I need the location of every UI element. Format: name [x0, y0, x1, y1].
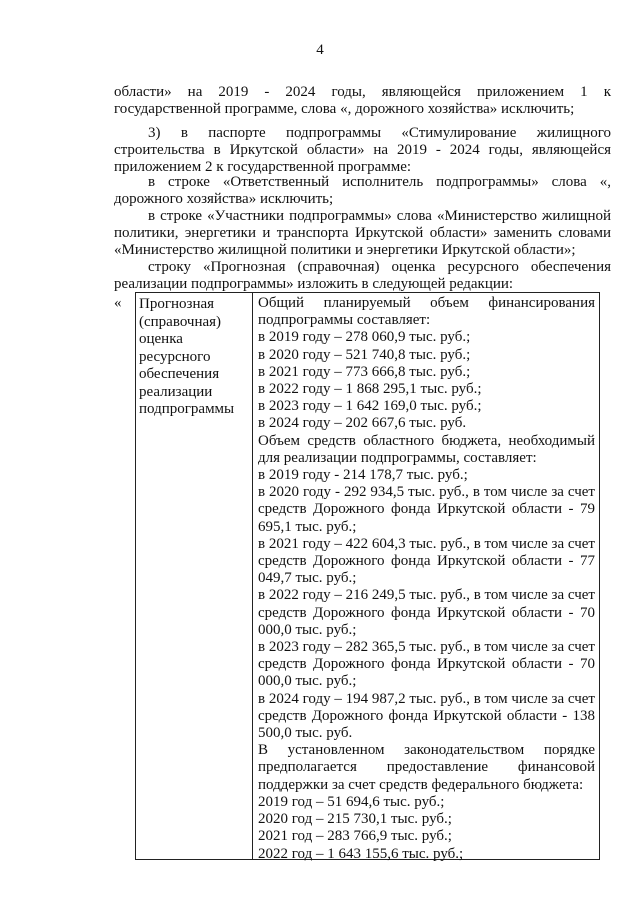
row-label-line: подпрограммы — [139, 401, 235, 417]
funding-line: в 2020 году - 292 934,5 тыс. руб., в том числе за счет средств Дорожного фонда Иркутской области - 79 695,1 тыс. руб.; — [258, 484, 595, 535]
funding-line: в 2019 году - 214 178,7 тыс. руб.; — [258, 467, 468, 484]
row-label-line: (справочная) — [139, 313, 222, 330]
row-label-line: ресурсного — [139, 348, 211, 365]
funding-line: в 2022 году – 216 249,5 тыс. руб., в том числе за счет средств Дорожного фонда Иркутской области - 70 000,0 тыс. руб.; — [258, 587, 595, 638]
opening-quote: « — [114, 295, 122, 311]
page-number: 4 — [316, 42, 324, 58]
funding-line: в 2021 году – 422 604,3 тыс. руб., в том числе за счет средств Дорожного фонда Иркутской области - 77 049,7 тыс. руб.; — [258, 535, 595, 587]
funding-line: в 2024 году – 194 987,2 тыс. руб., в том числе за счет средств Дорожного фонда Иркутской области - 138 500,0 тыс. руб. — [258, 690, 595, 742]
funding-line: 2020 год – 215 730,1 тыс. руб.; — [258, 811, 452, 828]
body-text — [114, 259, 611, 293]
paragraph-3: в строке «Ответственный исполнитель подпрограммы» слова «, дорожного хозяйства» исключить; — [114, 174, 611, 207]
funding-line: в 2019 году – 278 060,9 тыс. руб.; — [258, 329, 471, 346]
funding-line: в 2021 году – 773 666,8 тыс. руб.; — [258, 363, 471, 380]
row-label-line: реализации — [139, 383, 213, 400]
funding-line: 2022 год – 1 643 155,6 тыс. руб.; — [258, 845, 464, 862]
funding-line: в 2020 году – 521 740,8 тыс. руб.; — [258, 346, 471, 363]
funding-line: 2021 год – 283 766,9 тыс. руб.; — [258, 828, 452, 845]
resource-table — [135, 292, 600, 860]
paragraph-5: строку «Прогнозная (справочная) оценка ресурсного обеспечения реализации подпрограммы» изложить в следующей редакции: — [114, 259, 611, 292]
row-label-line: оценка — [139, 331, 183, 347]
funding-line: в 2023 году – 282 365,5 тыс. руб., в том числе за счет средств Дорожного фонда Иркутской области - 70 000,0 тыс. руб.; — [258, 639, 595, 690]
body-text — [114, 84, 611, 118]
body-text — [114, 174, 611, 208]
funding-line: в 2022 году – 1 868 295,1 тыс. руб.; — [258, 381, 482, 398]
table-row-label — [136, 293, 253, 859]
paragraph-4: в строке «Участники подпрограммы» слова «Министерство жилищной политики, энергетики и транспорта Иркутской области» заменить словами «Министерство жилищной политики и энергетики Иркутской области»; — [114, 208, 611, 258]
funding-line: В установленном законодательством порядке предполагается предоставление финансовой поддержки за счет средств федерального бюджета: — [258, 742, 595, 793]
funding-line: в 2024 году – 202 667,6 тыс. руб. — [258, 415, 467, 432]
funding-line: 2019 год – 51 694,6 тыс. руб.; — [258, 793, 445, 810]
funding-line: Общий планируемый объем финансирования подпрограммы составляет: — [258, 295, 595, 329]
row-label-line: Прогнозная — [139, 296, 215, 312]
funding-line: в 2023 году – 1 642 169,0 тыс. руб.; — [258, 398, 482, 415]
paragraph-1: области» на 2019 - 2024 годы, являющейся приложением 1 к государственной программе, слова «, дорожного хозяйства» исключить; — [114, 84, 611, 117]
row-label-line: обеспечения — [139, 366, 220, 382]
paragraph-2: 3) в паспорте подпрограммы «Стимулирование жилищного строительства в Иркутской области» на 2019 - 2024 годы, являющейся приложением 2 к государственной программе: — [114, 125, 611, 175]
funding-line: Объем средств областного бюджета, необходимый для реализации подпрограммы, составляет: — [258, 432, 595, 466]
body-text — [114, 125, 611, 176]
body-text — [114, 208, 611, 259]
table-row-content — [253, 293, 599, 862]
